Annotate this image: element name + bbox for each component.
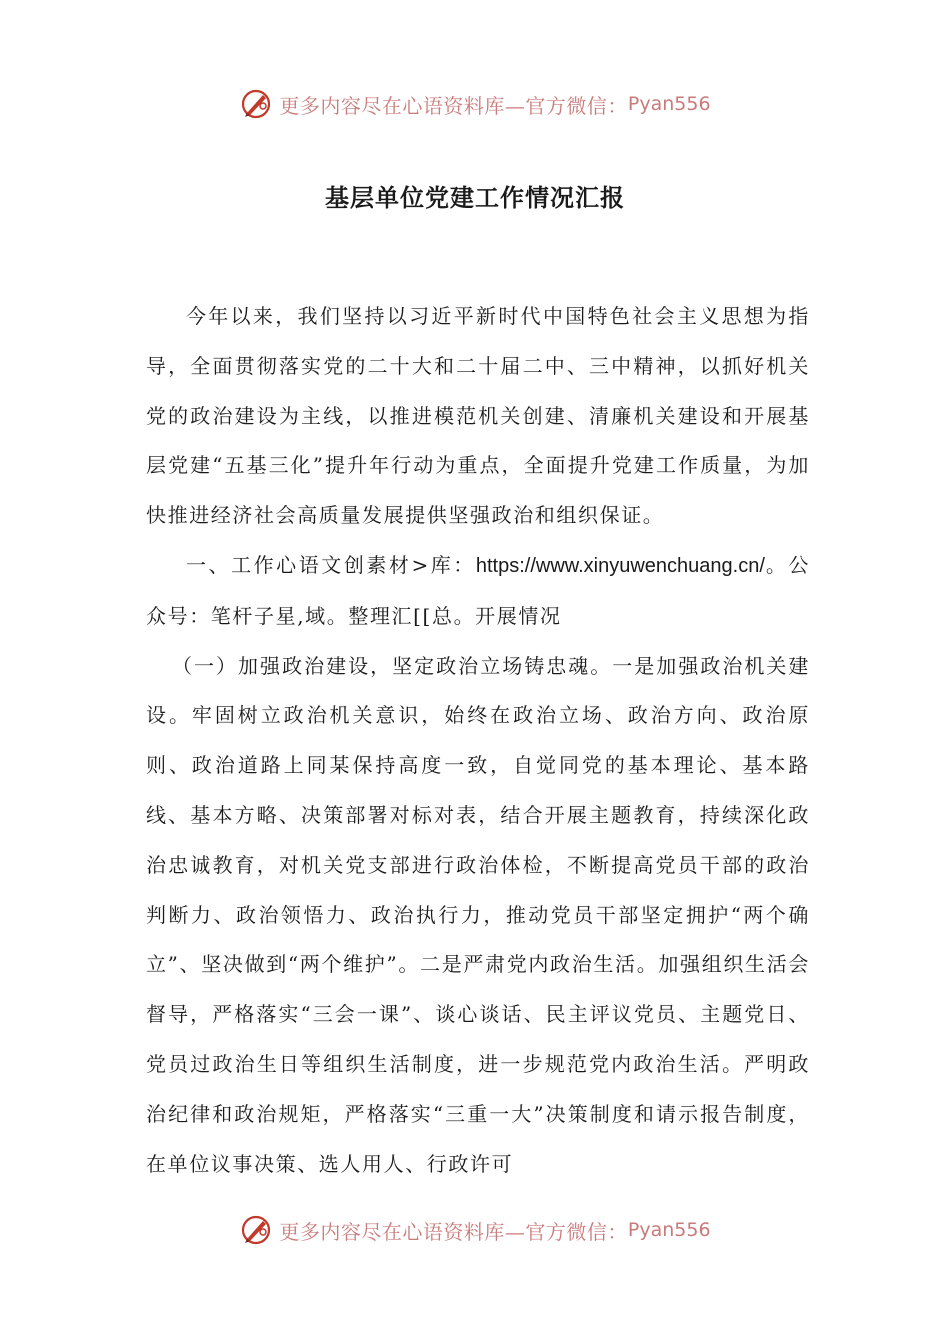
pen-logo-icon <box>239 1213 273 1247</box>
paragraph-section-heading <box>146 541 810 642</box>
footer-watermark-banner <box>0 1208 950 1252</box>
document-body <box>146 292 810 1189</box>
section-heading-prefix: 一、工作心语文创素材>库： <box>186 552 476 577</box>
banner-wechat-id: Pyan556 <box>627 93 711 115</box>
banner-wechat-id: Pyan556 <box>627 1219 711 1241</box>
document-title: 基层单位党建工作情况汇报 <box>325 184 625 212</box>
banner-text: 更多内容尽在心语资料库—官方微信： <box>279 1219 628 1244</box>
section-heading-suffix: 。公众号：笔杆子星,域。整理汇[[总。开展情况 <box>146 552 810 628</box>
banner-text: 更多内容尽在心语资料库—官方微信： <box>279 93 628 118</box>
pen-logo-icon <box>239 87 273 121</box>
header-watermark-banner <box>0 82 950 126</box>
source-url-link[interactable]: https://www.xinyuwenchuang.cn/ <box>475 554 765 577</box>
paragraph-intro: 今年以来，我们坚持以习近平新时代中国特色社会主义思想为指导，全面贯彻落实党的二十大和二十届二中、三中精神，以抓好机关党的政治建设为主线，以推进模范机关创建、清廉机关建设和开展基层党建“五基三化”提升年行动为重点，全面提升党建工作质量，为加快推进经济社会高质量发展提供坚强政治和组织保证。 <box>146 304 810 528</box>
paragraph-political-building: （一）加强政治建设，坚定政治立场铸忠魂。一是加强政治机关建设。牢固树立政治机关意识，始终在政治立场、政治方向、政治原则、政治道路上同某保持高度一致，自觉同党的基本理论、基本路线、基本方略、决策部署对标对表，结合开展主题教育，持续深化政治忠诚教育，对机关党支部进行政治体检，不断提高党员干部的政治判断力、政治领悟力、政治执行力，推动党员干部坚定拥护“两个确立”、坚决做到“两个维护”。二是严肃党内政治生活。加强组织生活会督导，严格落实“三会一课”、谈心谈话、民主评议党员、主题党日、党员过政治生日等组织生活制度，进一步规范党内政治生活。严明政治纪律和政治规矩，严格落实“三重一大”决策制度和请示报告制度，在单位议事决策、选人用人、行政许可 <box>146 653 810 1176</box>
